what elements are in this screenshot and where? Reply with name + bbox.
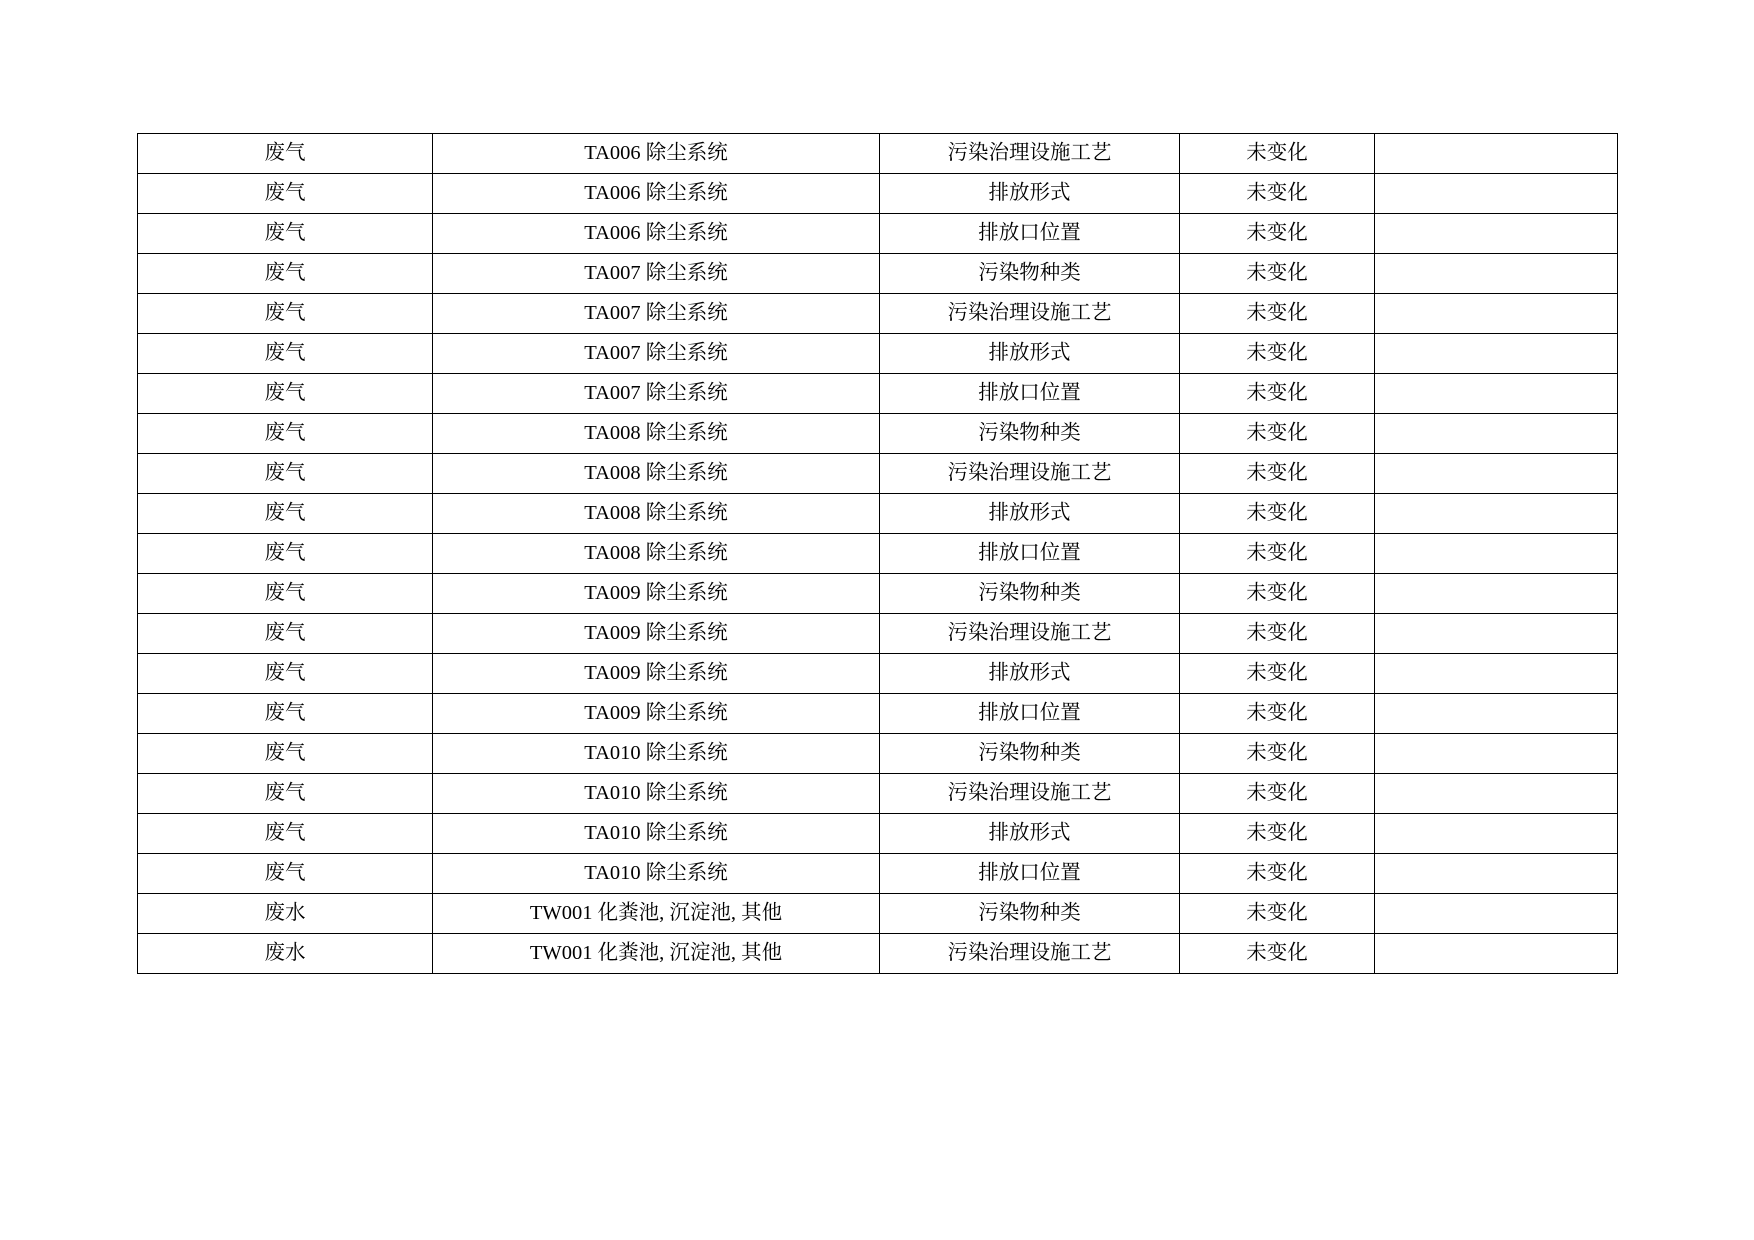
table-cell-status: 未变化 [1180,494,1375,534]
table-cell-facility: TA008 除尘系统 [433,494,880,534]
table-cell-status: 未变化 [1180,214,1375,254]
table-cell-remark [1375,694,1618,734]
table-cell-remark [1375,414,1618,454]
table-cell-remark [1375,574,1618,614]
table-cell-facility: TA009 除尘系统 [433,654,880,694]
table-cell-item: 污染治理设施工艺 [880,454,1180,494]
table-cell-status: 未变化 [1180,774,1375,814]
table-cell-item: 排放形式 [880,334,1180,374]
table-row [138,854,1618,894]
table-cell-item: 排放口位置 [880,534,1180,574]
table-cell-facility: TA010 除尘系统 [433,814,880,854]
table-cell-status: 未变化 [1180,134,1375,174]
table-cell-status: 未变化 [1180,414,1375,454]
emission-change-table [137,133,1618,974]
table-row [138,214,1618,254]
table-cell-remark [1375,214,1618,254]
table-cell-item: 污染治理设施工艺 [880,934,1180,974]
table-cell-category: 废气 [138,774,433,814]
table-row [138,574,1618,614]
table-cell-facility: TA007 除尘系统 [433,254,880,294]
table-row [138,614,1618,654]
table-cell-category: 废气 [138,814,433,854]
table-cell-remark [1375,814,1618,854]
table-cell-facility: TA007 除尘系统 [433,334,880,374]
table-cell-category: 废气 [138,374,433,414]
table-cell-category: 废气 [138,534,433,574]
table-row [138,654,1618,694]
table-cell-facility: TA010 除尘系统 [433,774,880,814]
table-cell-facility: TW001 化粪池, 沉淀池, 其他 [433,934,880,974]
table-cell-facility: TA009 除尘系统 [433,614,880,654]
table-cell-category: 废气 [138,734,433,774]
table-cell-category: 废水 [138,894,433,934]
table-cell-facility: TA007 除尘系统 [433,374,880,414]
table-row [138,934,1618,974]
table-cell-category: 废气 [138,134,433,174]
table-row [138,374,1618,414]
table-cell-status: 未变化 [1180,614,1375,654]
table-cell-facility: TA006 除尘系统 [433,174,880,214]
table-cell-status: 未变化 [1180,174,1375,214]
table-cell-item: 排放口位置 [880,214,1180,254]
table-cell-status: 未变化 [1180,454,1375,494]
table-cell-remark [1375,174,1618,214]
table-cell-remark [1375,654,1618,694]
table-cell-facility: TA009 除尘系统 [433,694,880,734]
table-row [138,334,1618,374]
table-cell-item: 排放形式 [880,494,1180,534]
table-cell-status: 未变化 [1180,254,1375,294]
table-cell-category: 废气 [138,174,433,214]
table-cell-category: 废气 [138,854,433,894]
table-cell-category: 废气 [138,494,433,534]
table-cell-remark [1375,614,1618,654]
table-cell-facility: TW001 化粪池, 沉淀池, 其他 [433,894,880,934]
table-row [138,694,1618,734]
table-row [138,734,1618,774]
table-cell-facility: TA007 除尘系统 [433,294,880,334]
table-cell-category: 废气 [138,694,433,734]
table-cell-remark [1375,854,1618,894]
table-cell-facility: TA010 除尘系统 [433,734,880,774]
table-cell-remark [1375,934,1618,974]
table-cell-remark [1375,774,1618,814]
table-cell-item: 污染物种类 [880,414,1180,454]
table-cell-category: 废气 [138,334,433,374]
table-cell-status: 未变化 [1180,854,1375,894]
table-cell-facility: TA009 除尘系统 [433,574,880,614]
table-cell-item: 排放形式 [880,654,1180,694]
table-cell-remark [1375,254,1618,294]
table-row [138,414,1618,454]
table-row [138,494,1618,534]
table-cell-facility: TA006 除尘系统 [433,214,880,254]
table-cell-status: 未变化 [1180,534,1375,574]
table-cell-facility: TA008 除尘系统 [433,414,880,454]
table-cell-item: 污染治理设施工艺 [880,134,1180,174]
table-cell-item: 污染物种类 [880,574,1180,614]
table-cell-category: 废气 [138,574,433,614]
table-cell-status: 未变化 [1180,374,1375,414]
table-cell-status: 未变化 [1180,294,1375,334]
table-cell-remark [1375,894,1618,934]
table-cell-facility: TA006 除尘系统 [433,134,880,174]
table-cell-status: 未变化 [1180,574,1375,614]
table-cell-category: 废气 [138,654,433,694]
table-row [138,774,1618,814]
table-cell-status: 未变化 [1180,654,1375,694]
table-cell-item: 污染治理设施工艺 [880,774,1180,814]
table-row [138,454,1618,494]
table-cell-item: 排放口位置 [880,694,1180,734]
table-cell-item: 污染物种类 [880,254,1180,294]
table-cell-status: 未变化 [1180,334,1375,374]
table-cell-item: 排放形式 [880,814,1180,854]
table-cell-status: 未变化 [1180,894,1375,934]
table-cell-facility: TA010 除尘系统 [433,854,880,894]
table-row [138,174,1618,214]
table-cell-status: 未变化 [1180,934,1375,974]
table-cell-facility: TA008 除尘系统 [433,534,880,574]
table-cell-remark [1375,334,1618,374]
table-cell-status: 未变化 [1180,814,1375,854]
table-cell-item: 污染物种类 [880,734,1180,774]
table-cell-category: 废气 [138,254,433,294]
emission-change-table-wrapper [137,133,1617,974]
table-cell-category: 废气 [138,454,433,494]
table-cell-item: 污染物种类 [880,894,1180,934]
table-row [138,254,1618,294]
table-row [138,134,1618,174]
table-cell-remark [1375,454,1618,494]
table-cell-category: 废气 [138,414,433,454]
table-cell-facility: TA008 除尘系统 [433,454,880,494]
table-row [138,894,1618,934]
table-body [138,134,1618,974]
table-cell-remark [1375,734,1618,774]
table-cell-item: 污染治理设施工艺 [880,614,1180,654]
table-cell-category: 废气 [138,214,433,254]
table-cell-status: 未变化 [1180,694,1375,734]
table-cell-remark [1375,534,1618,574]
table-cell-remark [1375,374,1618,414]
table-cell-category: 废水 [138,934,433,974]
table-cell-remark [1375,494,1618,534]
table-cell-remark [1375,294,1618,334]
table-cell-item: 排放形式 [880,174,1180,214]
table-cell-item: 排放口位置 [880,854,1180,894]
table-cell-category: 废气 [138,614,433,654]
table-row [138,534,1618,574]
table-row [138,814,1618,854]
table-cell-item: 污染治理设施工艺 [880,294,1180,334]
table-cell-status: 未变化 [1180,734,1375,774]
table-cell-remark [1375,134,1618,174]
table-cell-category: 废气 [138,294,433,334]
table-row [138,294,1618,334]
table-cell-item: 排放口位置 [880,374,1180,414]
